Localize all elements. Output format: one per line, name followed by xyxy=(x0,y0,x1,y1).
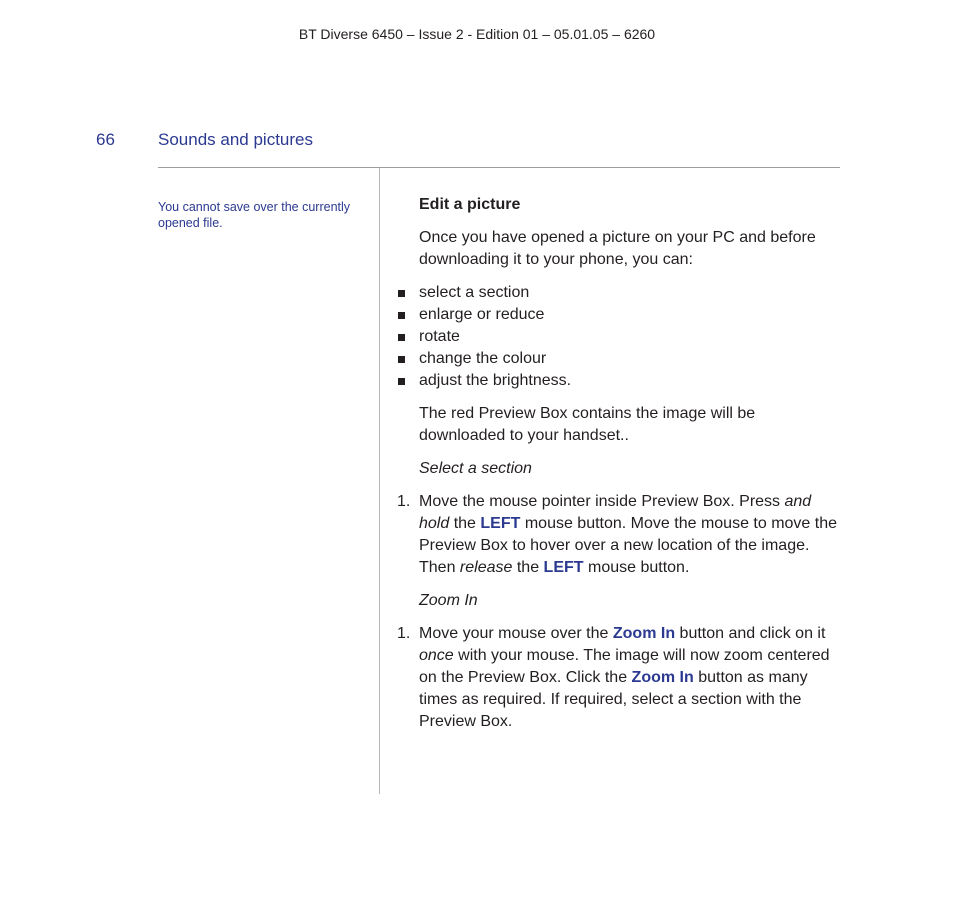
step-text-emphasis: once xyxy=(419,647,454,664)
section-title: Sounds and pictures xyxy=(158,130,313,149)
zoom-in-button-label: Zoom In xyxy=(631,669,694,686)
zoom-in-step xyxy=(397,623,839,733)
header-rule xyxy=(158,167,840,168)
intro-paragraph: Once you have opened a picture on your PC and before downloading it to your phone, you can: xyxy=(419,229,816,268)
list-item-text: adjust the brightness. xyxy=(419,372,572,389)
step-text: Move the mouse pointer inside Preview Box. Press xyxy=(419,493,785,510)
running-header: BT Diverse 6450 – Issue 2 - Edition 01 – 05.01.05 – 6260 xyxy=(298,26,656,42)
preview-note: The red Preview Box contains the image will be downloaded to your handset.. xyxy=(419,405,756,444)
list-item xyxy=(419,348,839,370)
step-text: with your mouse. The image will now zoom centered on the Preview Box. Click the xyxy=(419,647,830,686)
side-note: You cannot save over the currently opened file. xyxy=(158,200,351,230)
list-item-text: change the colour xyxy=(419,350,547,367)
list-item-text: enlarge or reduce xyxy=(419,306,545,323)
step-number: 1. xyxy=(397,493,411,510)
list-item xyxy=(419,282,839,304)
step-text: the xyxy=(449,515,481,532)
bullet-icon xyxy=(398,290,405,297)
step-number: 1. xyxy=(397,625,411,642)
step-text: mouse button. xyxy=(583,559,690,576)
list-item-text: rotate xyxy=(419,328,460,345)
edit-options-list xyxy=(419,282,839,392)
step-text: button as many times as required. If required, select a section with the Preview Box. xyxy=(419,669,808,730)
bullet-icon xyxy=(398,378,405,385)
main-content xyxy=(397,194,839,744)
left-button-label: LEFT xyxy=(543,559,584,576)
section-heading: Edit a picture xyxy=(419,196,521,213)
zoom-in-subheading: Zoom In xyxy=(419,592,478,609)
left-button-label: LEFT xyxy=(480,515,521,532)
step-text: the xyxy=(512,559,544,576)
step-text: Move your mouse over the xyxy=(419,625,613,642)
step-text-emphasis: and hold xyxy=(419,493,812,532)
select-section-step xyxy=(397,491,839,579)
list-item xyxy=(419,304,839,326)
bullet-icon xyxy=(398,356,405,363)
step-text: mouse button. Move the mouse to move the Preview Box to hover over a new location of the image. Then xyxy=(419,515,838,576)
zoom-in-button-label: Zoom In xyxy=(612,625,676,642)
select-section-subheading: Select a section xyxy=(419,460,532,477)
bullet-icon xyxy=(398,312,405,319)
page-number: 66 xyxy=(96,130,115,149)
bullet-icon xyxy=(398,334,405,341)
list-item-text: select a section xyxy=(419,284,530,301)
list-item xyxy=(419,326,839,348)
step-text-emphasis: release xyxy=(459,559,513,576)
step-text: button and click on it xyxy=(675,625,826,642)
list-item xyxy=(419,370,839,392)
column-divider xyxy=(379,168,380,794)
